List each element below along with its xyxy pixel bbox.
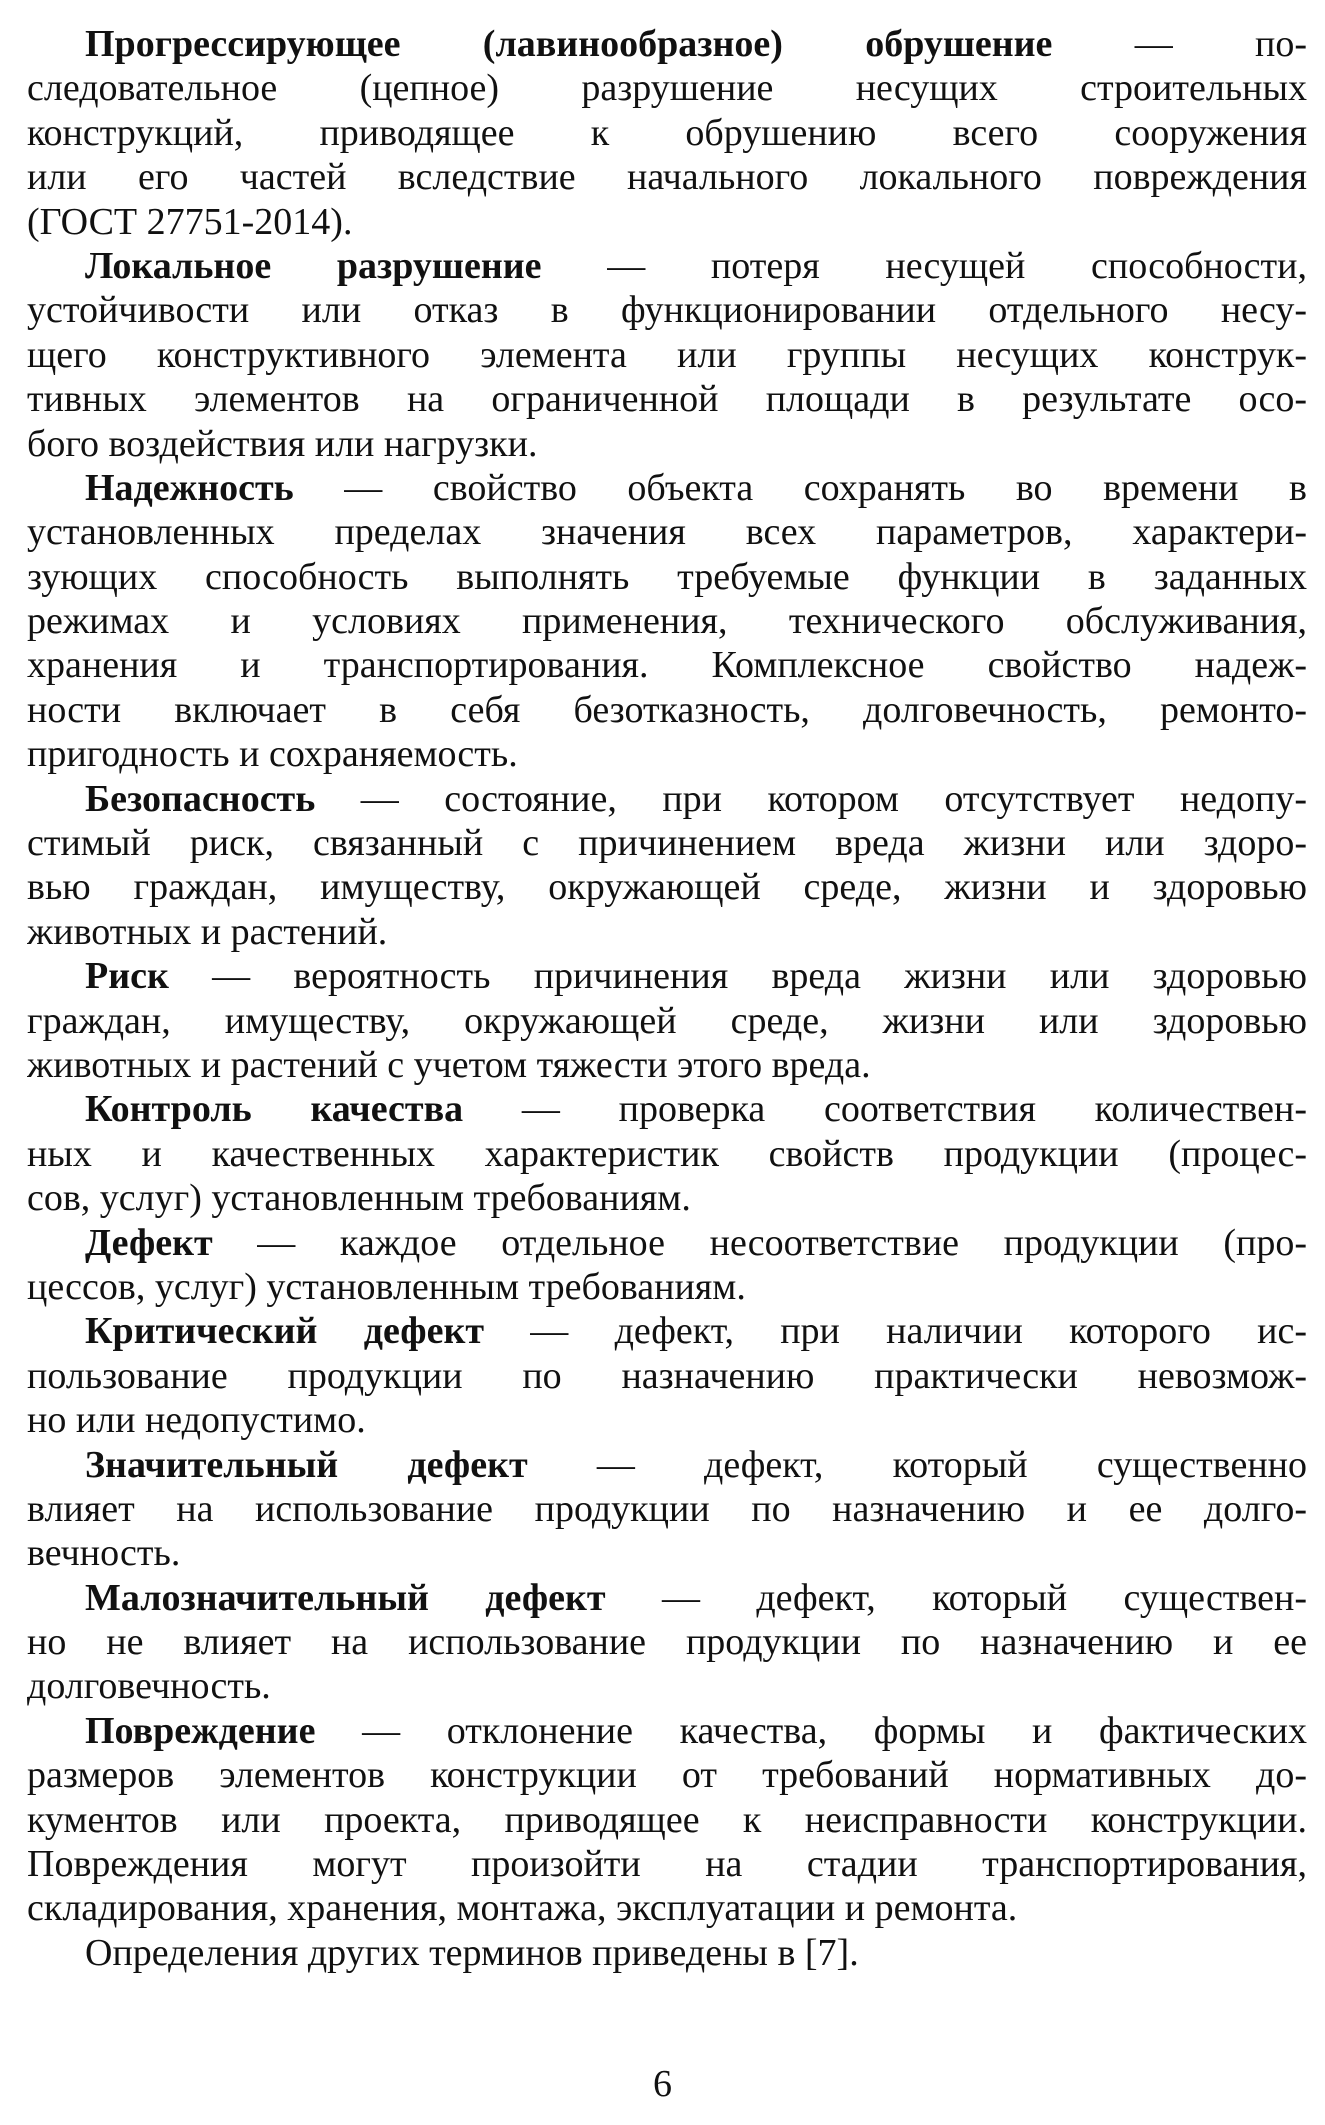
line-text: Повреждения могут произойти на стадии транспортирования, <box>27 1843 1307 1886</box>
line-text: стимый риск, связанный с причинением вреда жизни или здоро- <box>27 822 1307 865</box>
line-text: конструкций, приводящее к обрушению всего сооружения <box>27 111 1307 154</box>
text-line <box>27 510 1307 554</box>
line-text: — дефект, при наличии которого ис- <box>484 1310 1307 1353</box>
text-line <box>27 1798 1307 1842</box>
line-text: ных и качественных характеристик свойств продукции (процес- <box>27 1132 1307 1175</box>
text-line <box>27 555 1307 599</box>
paragraph <box>27 1576 1307 1709</box>
term-heading: Малозначительный дефект <box>85 1576 606 1619</box>
line-text: или его частей вследствие начального локального повреждения <box>27 156 1307 199</box>
line-text: — состояние, при котором отсутствует недопу- <box>315 777 1307 820</box>
text-line <box>27 288 1307 332</box>
text-line <box>27 1620 1307 1664</box>
line-text: (ГОСТ 27751-2014). <box>27 200 353 243</box>
text-line <box>27 1043 1307 1087</box>
text-line <box>27 1087 1307 1131</box>
line-text: щего конструктивного элемента или группы несущих конструк- <box>27 333 1307 376</box>
paragraph <box>27 777 1307 955</box>
line-text: граждан, имуществу, окружающей среде, жизни или здоровью <box>27 999 1307 1042</box>
term-heading: Локальное разрушение <box>85 244 542 287</box>
line-text: пользование продукции по назначению практически невозмож- <box>27 1354 1307 1397</box>
line-text: зующих способность выполнять требуемые функции в заданных <box>27 555 1307 598</box>
line-text: пригодность и сохраняемость. <box>27 733 518 776</box>
text-line <box>27 66 1307 110</box>
text-line <box>27 1709 1307 1753</box>
text-line <box>27 111 1307 155</box>
text-line <box>27 1309 1307 1353</box>
line-text: ности включает в себя безотказность, долговечность, ремонто- <box>27 688 1307 731</box>
text-line <box>27 599 1307 643</box>
term-heading: Контроль качества <box>85 1088 464 1131</box>
line-text: — отклонение качества, формы и фактических <box>315 1709 1307 1752</box>
text-line <box>27 333 1307 377</box>
paragraph <box>27 244 1307 466</box>
paragraph <box>27 1221 1307 1310</box>
paragraph <box>27 1931 1307 1975</box>
line-text: но не влияет на использование продукции по назначению и ее <box>27 1621 1307 1664</box>
text-line <box>27 910 1307 954</box>
text-line <box>27 1176 1307 1220</box>
paragraph <box>27 1309 1307 1442</box>
paragraph <box>27 1087 1307 1220</box>
text-line <box>27 821 1307 865</box>
text-line <box>27 1221 1307 1265</box>
term-heading: Прогрессирующее (лавинообразное) обрушение <box>85 23 1053 65</box>
term-heading: Критический дефект <box>85 1310 485 1353</box>
paragraph <box>27 22 1307 244</box>
text-line <box>27 999 1307 1043</box>
text-line <box>27 1576 1307 1620</box>
line-text: животных и растений с учетом тяжести этого вреда. <box>27 1043 871 1086</box>
paragraph <box>27 1709 1307 1931</box>
document-body <box>27 22 1307 1975</box>
text-line <box>27 643 1307 687</box>
term-heading: Безопасность <box>85 777 316 820</box>
line-text: бого воздействия или нагрузки. <box>27 422 538 465</box>
text-line <box>27 22 1307 66</box>
text-line <box>27 1753 1307 1797</box>
text-line <box>27 422 1307 466</box>
line-text: — дефект, который существенно <box>527 1443 1307 1486</box>
text-line <box>27 1265 1307 1309</box>
text-line <box>27 1487 1307 1531</box>
paragraph <box>27 466 1307 777</box>
line-text: влияет на использование продукции по назначению и ее долго- <box>27 1487 1307 1530</box>
text-line <box>27 1398 1307 1442</box>
text-line <box>27 777 1307 821</box>
line-text: животных и растений. <box>27 910 388 953</box>
line-text: долговечность. <box>27 1665 271 1708</box>
line-text: хранения и транспортирования. Комплексное свойство надеж- <box>27 644 1307 687</box>
text-line <box>27 865 1307 909</box>
text-line <box>27 1931 1307 1975</box>
line-text: вью граждан, имуществу, окружающей среде, жизни и здоровью <box>27 866 1307 909</box>
text-line <box>27 1531 1307 1575</box>
term-heading: Значительный дефект <box>85 1443 528 1486</box>
line-text: — проверка соответствия количествен- <box>463 1088 1307 1131</box>
line-text: складирования, хранения, монтажа, эксплуатации и ремонта. <box>27 1887 1018 1930</box>
line-text: — дефект, который существен- <box>605 1576 1307 1619</box>
line-text: размеров элементов конструкции от требований нормативных до- <box>27 1754 1307 1797</box>
text-line <box>27 244 1307 288</box>
line-text: — каждое отдельное несоответствие продукции (про- <box>212 1221 1307 1264</box>
line-text: но или недопустимо. <box>27 1399 366 1442</box>
line-text: установленных пределах значения всех параметров, характери- <box>27 511 1307 554</box>
line-text: Определения других терминов приведены в [7]. <box>85 1931 859 1974</box>
paragraph <box>27 1443 1307 1576</box>
text-line <box>27 732 1307 776</box>
term-heading: Риск <box>85 955 169 998</box>
term-heading: Дефект <box>85 1221 213 1264</box>
line-text: кументов или проекта, приводящее к неисправности конструкции. <box>27 1798 1307 1841</box>
text-line <box>27 155 1307 199</box>
line-text: следовательное (цепное) разрушение несущих строительных <box>27 67 1307 110</box>
line-text: режимах и условиях применения, технического обслуживания, <box>27 600 1307 643</box>
text-line <box>27 1132 1307 1176</box>
line-text: — свойство объекта сохранять во времени в <box>293 466 1307 509</box>
line-text: — вероятность причинения вреда жизни или здоровью <box>168 955 1307 998</box>
term-heading: Повреждение <box>85 1709 316 1752</box>
line-text: устойчивости или отказ в функционировании отдельного несу- <box>27 289 1307 332</box>
page-number: 6 <box>653 2063 672 2105</box>
text-line <box>27 200 1307 244</box>
text-line <box>27 1886 1307 1930</box>
line-text: сов, услуг) установленным требованиям. <box>27 1177 691 1220</box>
text-line <box>27 1354 1307 1398</box>
text-line <box>27 1664 1307 1708</box>
paragraph <box>27 954 1307 1087</box>
text-line <box>27 954 1307 998</box>
term-heading: Надежность <box>85 466 294 509</box>
text-line <box>27 1842 1307 1886</box>
text-line <box>27 688 1307 732</box>
text-line <box>27 466 1307 510</box>
text-line <box>27 377 1307 421</box>
line-text: тивных элементов на ограниченной площади в результате осо- <box>27 378 1307 421</box>
line-text: — по- <box>1052 23 1307 65</box>
line-text: цессов, услуг) установленным требованиям. <box>27 1265 746 1308</box>
text-line <box>27 1443 1307 1487</box>
line-text: — потеря несущей способности, <box>541 244 1307 287</box>
line-text: вечность. <box>27 1532 181 1575</box>
